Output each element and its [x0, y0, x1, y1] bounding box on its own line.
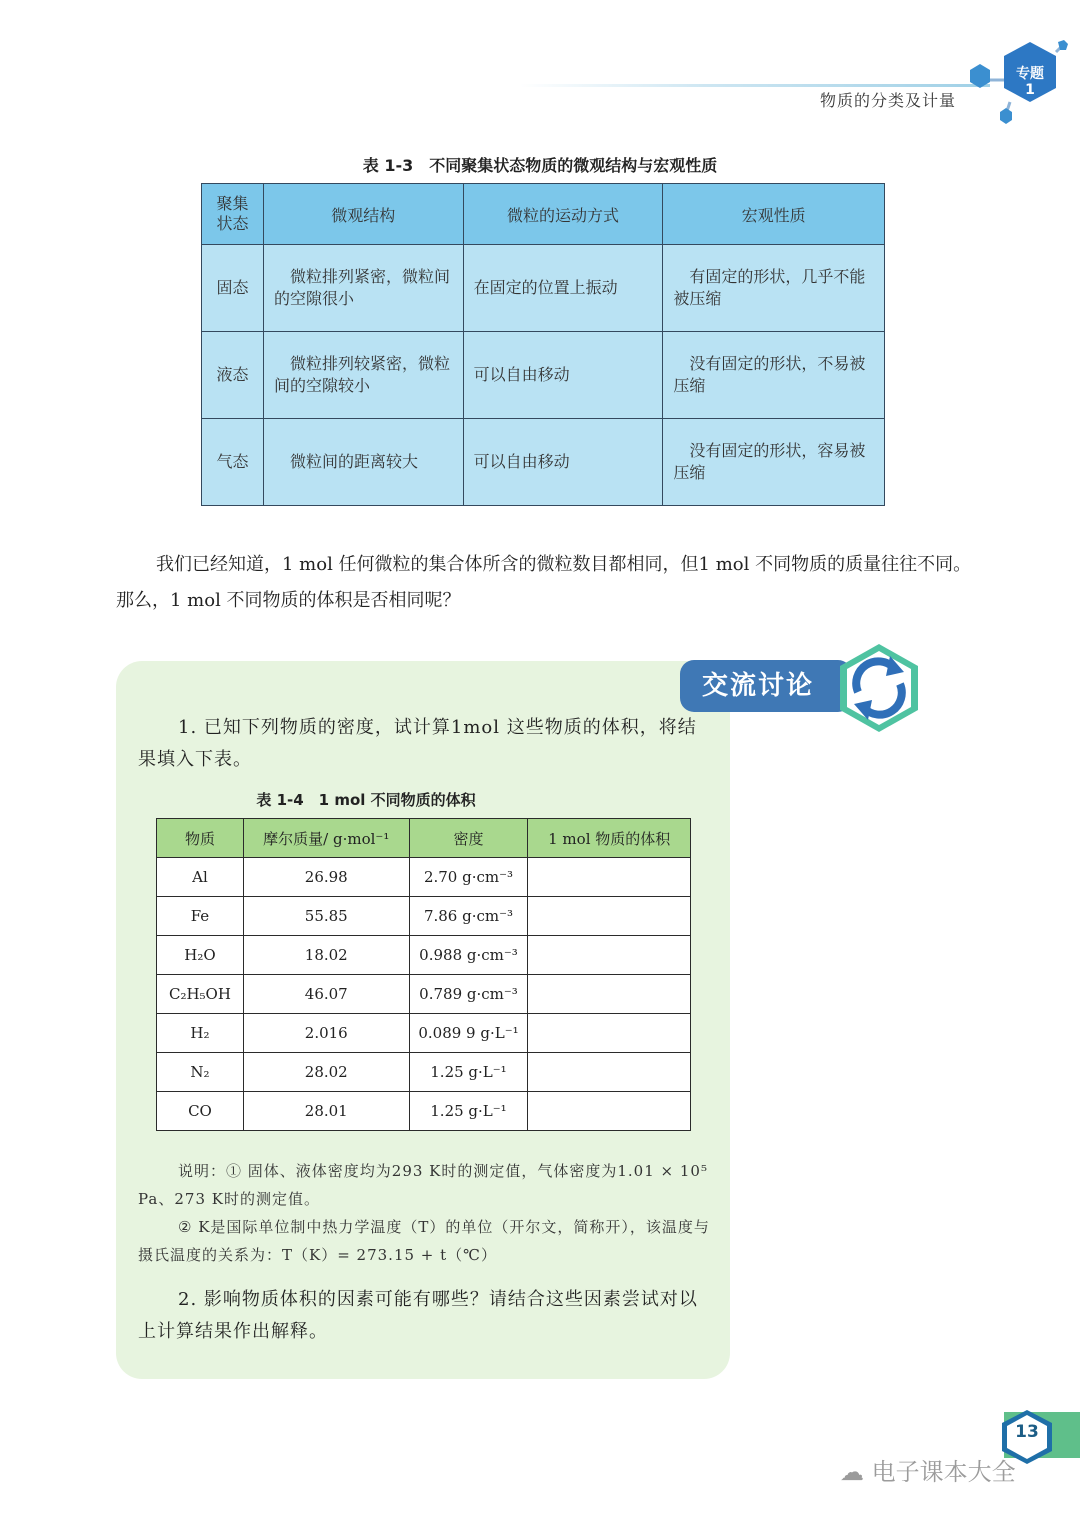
header-motion: 微粒的运动方式: [463, 184, 663, 245]
property-cell: 没有固定的形状，容易被压缩: [663, 419, 885, 506]
volume-cell: [528, 858, 691, 897]
density-cell: 0.789 g·cm⁻³: [409, 975, 528, 1014]
substance-cell: C₂H₅OH: [157, 975, 244, 1014]
substance-cell: H₂O: [157, 936, 244, 975]
density-cell: 0.089 9 g·L⁻¹: [409, 1014, 528, 1053]
molar-mass-cell: 55.85: [243, 897, 409, 936]
structure-cell: 微粒排列紧密，微粒间的空隙很小: [263, 245, 463, 332]
table-row: [202, 332, 885, 419]
table-row: [202, 419, 885, 506]
volume-cell: [528, 936, 691, 975]
volume-cell: [528, 1053, 691, 1092]
structure-cell: 微粒排列较紧密，微粒间的空隙较小: [263, 332, 463, 419]
volume-cell: [528, 1092, 691, 1131]
volume-cell: [528, 975, 691, 1014]
watermark-text: 电子课本大全: [871, 1458, 1016, 1486]
density-cell: 0.988 g·cm⁻³: [409, 936, 528, 975]
substance-cell: H₂: [157, 1014, 244, 1053]
substance-cell: CO: [157, 1092, 244, 1131]
molar-mass-cell: 26.98: [243, 858, 409, 897]
table-row: [157, 936, 691, 975]
table-note: [138, 1157, 718, 1269]
header-macro-property: 宏观性质: [663, 184, 885, 245]
question-2: 2. 影响物质体积的因素可能有哪些？请结合这些因素尝试对以上计算结果作出解释。: [138, 1289, 698, 1342]
substance-cell: Fe: [157, 897, 244, 936]
table-header-row: [157, 819, 691, 858]
volume-cell: [528, 897, 691, 936]
density-cell: 2.70 g·cm⁻³: [409, 858, 528, 897]
table-1-4: [156, 818, 691, 1131]
discussion-badge: 交流讨论: [680, 660, 852, 712]
density-cell: 1.25 g·L⁻¹: [409, 1092, 528, 1131]
table-row: [157, 897, 691, 936]
molar-mass-cell: 28.01: [243, 1092, 409, 1131]
property-cell: 有固定的形状，几乎不能被压缩: [663, 245, 885, 332]
state-cell: 固态: [202, 245, 264, 332]
note-1: 说明：① 固体、液体密度均为293 K时的测定值，气体密度为1.01 × 10⁵ Pa、273 K时的测定值。: [138, 1162, 708, 1208]
table-row: [157, 858, 691, 897]
chapter-badge: [1004, 66, 1056, 98]
density-cell: 1.25 g·L⁻¹: [409, 1053, 528, 1092]
substance-cell: Al: [157, 858, 244, 897]
table-row: [157, 1092, 691, 1131]
table-row: [157, 1014, 691, 1053]
note-2: ② K是国际单位制中热力学温度（T）的单位（开尔文，简称开），该温度与摄氏温度的关系为：T（K）= 273.15 + t（℃）: [138, 1218, 710, 1264]
header-rule: [520, 84, 990, 87]
header-state: 聚集状态: [202, 184, 264, 245]
header-substance: 物质: [157, 819, 244, 858]
molar-mass-cell: 18.02: [243, 936, 409, 975]
molar-mass-cell: 46.07: [243, 975, 409, 1014]
volume-cell: [528, 1014, 691, 1053]
molar-mass-cell: 2.016: [243, 1014, 409, 1053]
property-cell: 没有固定的形状，不易被压缩: [663, 332, 885, 419]
watermark: [840, 1452, 1016, 1487]
chapter-badge-number: 1: [1025, 82, 1035, 98]
structure-cell: 微粒间的距离较大: [263, 419, 463, 506]
header-micro-structure: 微观结构: [263, 184, 463, 245]
header-density: 密度: [409, 819, 528, 858]
chapter-subtitle: 物质的分类及计量: [820, 91, 957, 110]
density-cell: 7.86 g·cm⁻³: [409, 897, 528, 936]
state-cell: 液态: [202, 332, 264, 419]
table-row: [157, 1053, 691, 1092]
motion-cell: 在固定的位置上振动: [463, 245, 663, 332]
body-paragraph: 我们已经知道，1 mol 任何微粒的集合体所含的微粒数目都相同，但1 mol 不同物质的质量往往不同。那么，1 mol 不同物质的体积是否相同呢？: [116, 554, 972, 611]
motion-cell: 可以自由移动: [463, 332, 663, 419]
state-cell: 气态: [202, 419, 264, 506]
header-volume: 1 mol 物质的体积: [528, 819, 691, 858]
question-1: 1. 已知下列物质的密度，试计算1mol 这些物质的体积，将结果填入下表。: [138, 717, 697, 770]
chapter-badge-label: 专题: [1016, 66, 1044, 82]
exchange-arrows-icon: [838, 642, 920, 734]
motion-cell: 可以自由移动: [463, 419, 663, 506]
molar-mass-cell: 28.02: [243, 1053, 409, 1092]
wechat-icon: ☁: [840, 1458, 872, 1486]
table-row: [202, 245, 885, 332]
table-header-row: [202, 184, 885, 245]
table-1-4-caption: 表 1-4 1 mol 不同物质的体积: [256, 791, 476, 809]
page-number: 13: [1015, 1422, 1039, 1442]
table-1-3: [201, 183, 885, 506]
substance-cell: N₂: [157, 1053, 244, 1092]
table-1-3-caption: 表 1-3 不同聚集状态物质的微观结构与宏观性质: [362, 156, 718, 175]
table-row: [157, 975, 691, 1014]
header-molar-mass: 摩尔质量/ g·mol⁻¹: [243, 819, 409, 858]
